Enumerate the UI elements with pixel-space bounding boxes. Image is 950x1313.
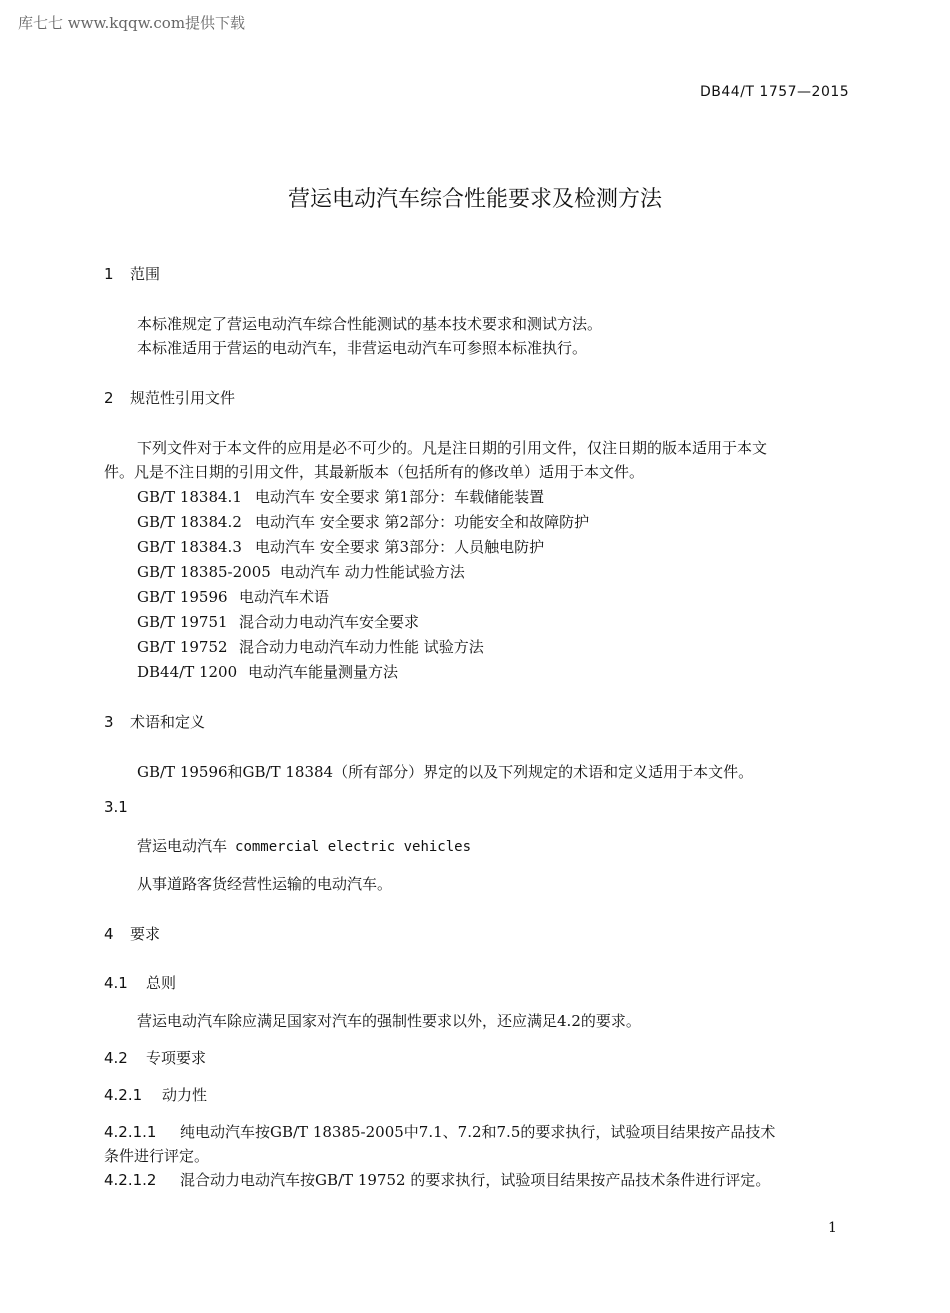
clause-number: 4.2.1.2 — [104, 1171, 157, 1189]
reference-title: 电动汽车 安全要求 第3部分：人员触电防护 — [255, 538, 545, 556]
section-number: 1 — [104, 265, 114, 283]
reference-code: GB/T 19596 — [137, 588, 228, 606]
reference-title: 混合动力电动汽车安全要求 — [239, 613, 420, 631]
paragraph: 本标准适用于营运的电动汽车，非营运电动汽车可参照本标准执行。 — [137, 339, 588, 357]
section-title: 动力性 — [162, 1086, 208, 1104]
clause-number: 4.2.1.1 — [104, 1123, 157, 1141]
reference-item — [137, 661, 398, 682]
term-english: commercial electric vehicles — [235, 839, 472, 855]
reference-title: 电动汽车 动力性能试验方法 — [280, 563, 465, 581]
paragraph: GB/T 19596和GB/T 18384（所有部分）界定的以及下列规定的术语和定义适用于本文件。 — [137, 763, 754, 781]
term-number: 3.1 — [104, 798, 128, 816]
section-title: 专项要求 — [146, 1049, 207, 1067]
section-title: 总则 — [146, 974, 177, 992]
subsection-4-2-1-heading — [104, 1084, 207, 1105]
section-number: 2 — [104, 389, 114, 407]
clause-text-line: 纯电动汽车按GB/T 18385-2005中7.1、7.2和7.5的要求执行，试验项目结果按产品技术 — [180, 1123, 776, 1141]
reference-title: 电动汽车术语 — [239, 588, 330, 606]
paragraph-line: 下列文件对于本文件的应用是必不可少的。凡是注日期的引用文件，仅注日期的版本适用于本文 — [137, 439, 768, 457]
section-number: 4.2.1 — [104, 1086, 143, 1104]
section-2-heading — [104, 387, 235, 408]
section-number: 4.1 — [104, 974, 128, 992]
section-title: 范围 — [130, 265, 161, 283]
section-title: 规范性引用文件 — [130, 389, 236, 407]
section-number: 4 — [104, 925, 114, 943]
reference-code: GB/T 18384.2 — [137, 513, 242, 531]
term-chinese: 营运电动汽车 — [137, 837, 228, 855]
clause-text-line: 条件进行评定。 — [104, 1147, 210, 1165]
reference-code: GB/T 18385-2005 — [137, 563, 271, 581]
section-4-heading — [104, 923, 160, 944]
clause-4-2-1-1 — [104, 1121, 775, 1142]
subsection-4-1-heading — [104, 972, 176, 993]
section-title: 术语和定义 — [130, 713, 206, 731]
reference-item — [137, 511, 589, 532]
watermark-text: 库七七 www.kqqw.com提供下载 — [18, 14, 246, 32]
section-number: 4.2 — [104, 1049, 128, 1067]
reference-code: GB/T 19751 — [137, 613, 228, 631]
section-number: 3 — [104, 713, 114, 731]
section-3-heading — [104, 711, 205, 732]
clause-text: 混合动力电动汽车按GB/T 19752 的要求执行，试验项目结果按产品技术条件进行评定。 — [180, 1171, 771, 1189]
document-title: 营运电动汽车综合性能要求及检测方法 — [287, 187, 662, 212]
section-1-heading — [104, 263, 160, 284]
reference-title: 电动汽车 安全要求 第2部分：功能安全和故障防护 — [255, 513, 590, 531]
reference-code: GB/T 18384.1 — [137, 488, 242, 506]
section-title: 要求 — [130, 925, 161, 943]
reference-code: DB44/T 1200 — [137, 663, 238, 681]
reference-item — [137, 486, 544, 507]
subsection-4-2-heading — [104, 1047, 206, 1068]
reference-item — [137, 611, 419, 632]
paragraph: 营运电动汽车除应满足国家对汽车的强制性要求以外，还应满足4.2的要求。 — [137, 1012, 641, 1030]
paragraph-line: 件。凡是不注日期的引用文件，其最新版本（包括所有的修改单）适用于本文件。 — [104, 463, 645, 481]
term-definition: 从事道路客货经营性运输的电动汽车。 — [137, 875, 393, 893]
reference-code: GB/T 19752 — [137, 638, 228, 656]
reference-item — [137, 561, 465, 582]
document-number: DB44/T 1757—2015 — [700, 84, 850, 100]
reference-title: 混合动力电动汽车动力性能 试验方法 — [239, 638, 484, 656]
paragraph: 本标准规定了营运电动汽车综合性能测试的基本技术要求和测试方法。 — [137, 315, 603, 333]
reference-title: 电动汽车能量测量方法 — [248, 663, 399, 681]
reference-item — [137, 586, 329, 607]
clause-4-2-1-2 — [104, 1169, 770, 1190]
reference-item — [137, 536, 544, 557]
page-number: 1 — [828, 1220, 837, 1236]
term-entry — [137, 835, 471, 856]
reference-code: GB/T 18384.3 — [137, 538, 242, 556]
reference-item — [137, 636, 484, 657]
reference-title: 电动汽车 安全要求 第1部分：车载储能装置 — [255, 488, 545, 506]
